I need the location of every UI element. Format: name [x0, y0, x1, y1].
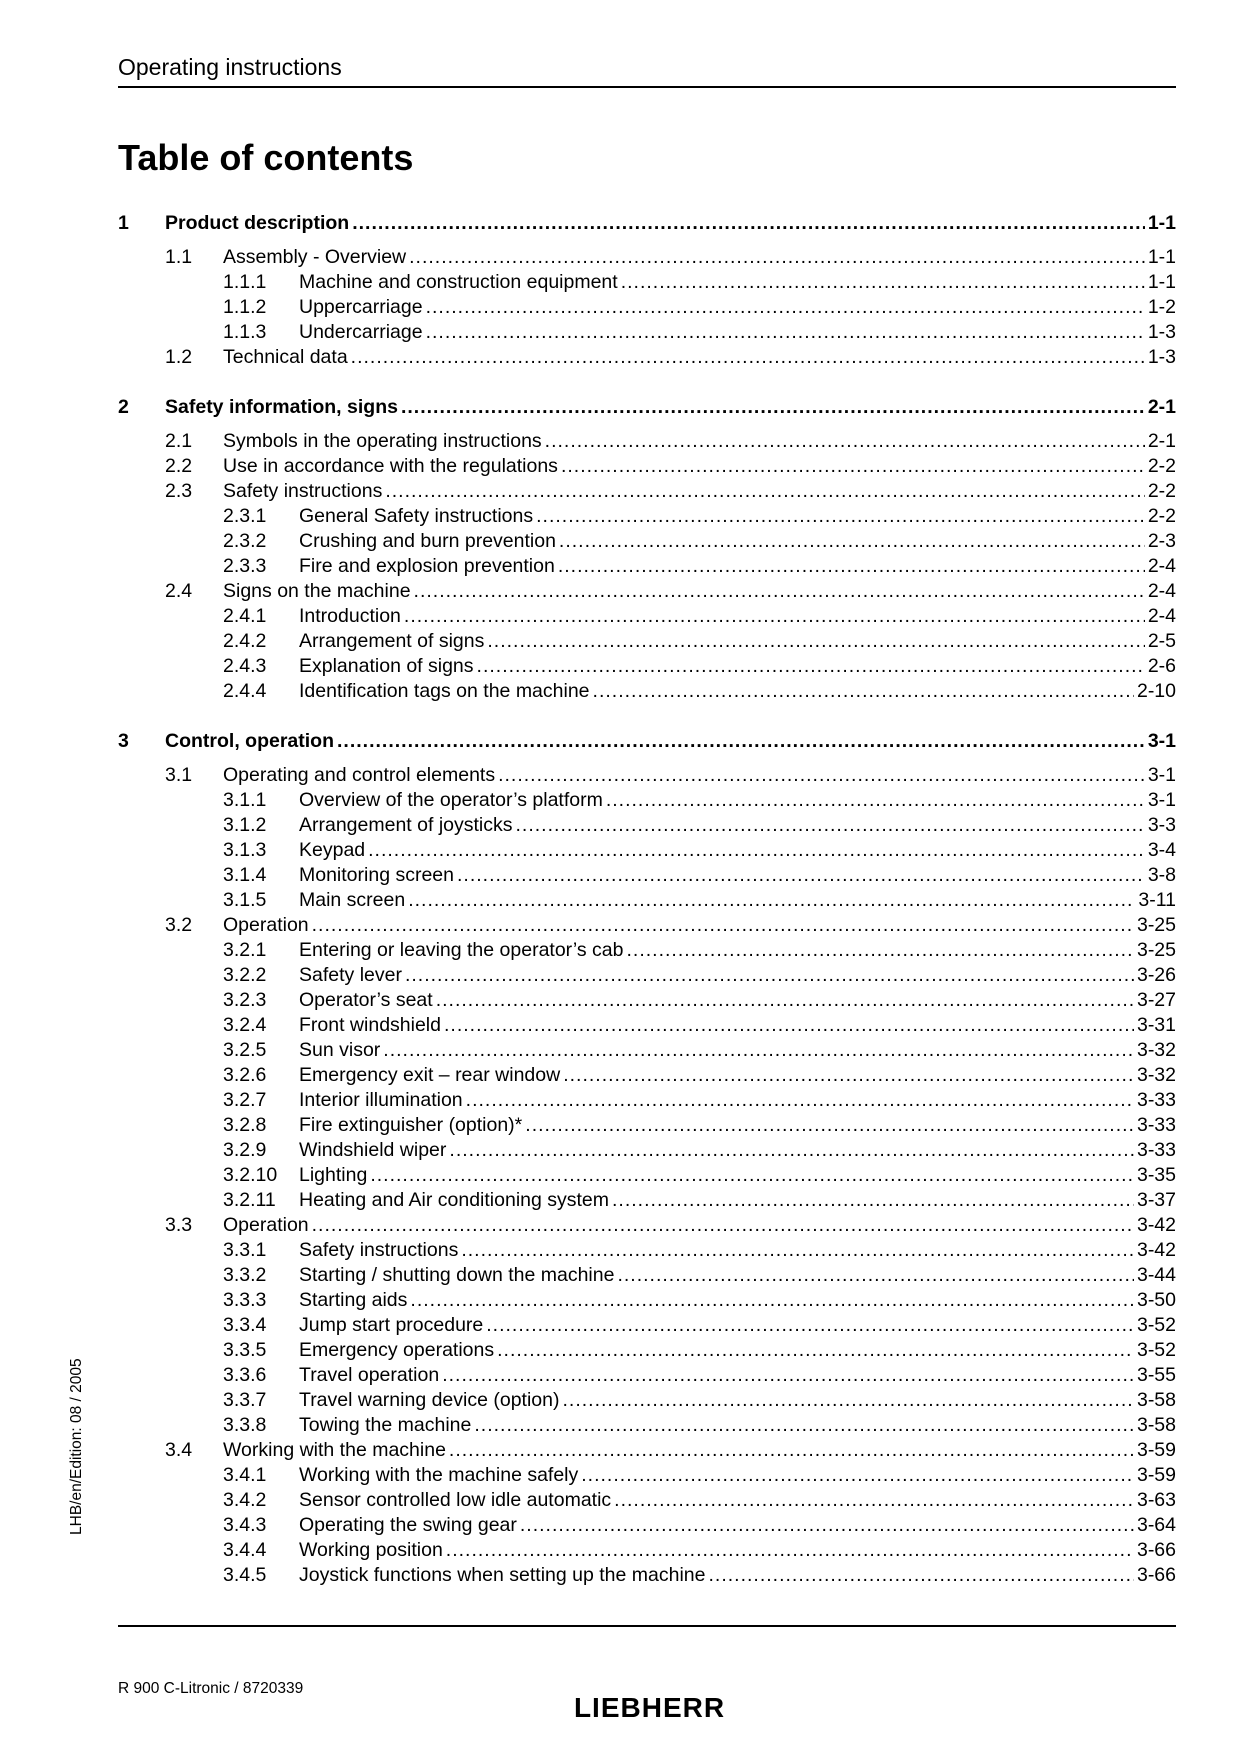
entry-title: Operation: [223, 1214, 309, 1236]
toc-subsection-entry[interactable]: [118, 1238, 1176, 1263]
dot-leader: [474, 1413, 1134, 1438]
toc-subsection-entry[interactable]: [118, 1363, 1176, 1388]
entry-number: 2.3.1: [223, 505, 267, 527]
toc-subsection-entry[interactable]: [118, 988, 1176, 1013]
toc-subsection-entry[interactable]: [118, 1188, 1176, 1213]
toc-subsection-entry[interactable]: [118, 1563, 1176, 1588]
toc-entries: [118, 429, 1176, 704]
toc-subsection-entry[interactable]: [118, 604, 1176, 629]
toc-subsection-entry[interactable]: [118, 863, 1176, 888]
dot-leader: [621, 270, 1145, 295]
entry-title: Emergency exit – rear window: [299, 1064, 561, 1086]
entry-page: 2-4: [1147, 605, 1176, 627]
entry-title: Undercarriage: [299, 321, 423, 343]
entry-number: 3.3.1: [223, 1239, 267, 1261]
dot-leader: [449, 1438, 1134, 1463]
entry-title: Working with the machine: [223, 1439, 446, 1461]
document-id: R 900 C-Litronic / 8720339: [118, 1680, 304, 1697]
entry-number: 3.1.1: [223, 789, 267, 811]
entry-page: 3-32: [1136, 1064, 1176, 1086]
entry-number: 3.3.4: [223, 1314, 267, 1336]
toc-subsection-entry[interactable]: [118, 529, 1176, 554]
entry-title: Travel operation: [299, 1364, 440, 1386]
chapter-page: 1-1: [1147, 212, 1176, 234]
dot-leader: [370, 1163, 1134, 1188]
dot-leader: [558, 554, 1145, 579]
entry-page: 3-42: [1136, 1239, 1176, 1261]
toc-subsection-entry[interactable]: [118, 1388, 1176, 1413]
entry-page: 3-35: [1136, 1164, 1176, 1186]
entry-title: Machine and construction equipment: [299, 271, 618, 293]
entry-page: 2-4: [1147, 555, 1176, 577]
entry-title: Arrangement of joysticks: [299, 814, 513, 836]
entry-page: 3-52: [1136, 1314, 1176, 1336]
toc-subsection-entry[interactable]: [118, 963, 1176, 988]
toc-subsection-entry[interactable]: [118, 554, 1176, 579]
toc-subsection-entry[interactable]: [118, 1488, 1176, 1513]
toc-section-entry[interactable]: [118, 579, 1176, 604]
entry-number: 3.2.9: [223, 1139, 267, 1161]
entry-number: 1.1: [165, 246, 193, 268]
toc-subsection-entry[interactable]: [118, 813, 1176, 838]
entry-number: 3.2: [165, 914, 193, 936]
dot-leader: [498, 763, 1145, 788]
entry-page: 3-11: [1138, 889, 1176, 911]
toc-subsection-entry[interactable]: [118, 938, 1176, 963]
entry-number: 3.4.5: [223, 1564, 267, 1586]
toc-subsection-entry[interactable]: [118, 1313, 1176, 1338]
dot-leader: [457, 863, 1145, 888]
entry-page: 1-3: [1147, 346, 1176, 368]
toc-subsection-entry[interactable]: [118, 1113, 1176, 1138]
header-title: Operating instructions: [118, 54, 342, 80]
dot-leader: [408, 888, 1135, 913]
entry-number: 2.4: [165, 580, 193, 602]
dot-leader: [486, 1313, 1134, 1338]
entry-page: 1-1: [1147, 271, 1176, 293]
entry-title: Identification tags on the machine: [299, 680, 590, 702]
dot-leader: [614, 1488, 1134, 1513]
toc-subsection-entry[interactable]: [118, 1138, 1176, 1163]
entry-title: Crushing and burn prevention: [299, 530, 556, 552]
entry-number: 3.4.2: [223, 1489, 267, 1511]
dot-leader: [487, 629, 1144, 654]
toc-chapter-heading[interactable]: [118, 394, 1176, 420]
dot-leader: [337, 728, 1145, 754]
entry-number: 2.4.1: [223, 605, 267, 627]
entry-number: 3.2.7: [223, 1089, 267, 1111]
dot-leader: [593, 679, 1134, 704]
liebherr-logo: [552, 1693, 747, 1721]
entry-page: 3-26: [1136, 964, 1176, 986]
entry-number: 3.3.3: [223, 1289, 267, 1311]
toc-subsection-entry[interactable]: [118, 838, 1176, 863]
entry-number: 1.1.3: [223, 321, 267, 343]
entry-title: Monitoring screen: [299, 864, 454, 886]
entry-page: 2-4: [1147, 580, 1176, 602]
entry-number: 3.2.1: [223, 939, 267, 961]
toc-section-entry[interactable]: [118, 913, 1176, 938]
toc-entries: [118, 245, 1176, 370]
entry-page: 1-2: [1147, 296, 1176, 318]
toc-subsection-entry[interactable]: [118, 1038, 1176, 1063]
entry-title: Heating and Air conditioning system: [299, 1189, 610, 1211]
entry-number: 3.1: [165, 764, 193, 786]
entry-page: 3-66: [1136, 1539, 1176, 1561]
entry-number: 2.4.3: [223, 655, 267, 677]
entry-title: Introduction: [299, 605, 401, 627]
entry-page: 3-31: [1136, 1014, 1176, 1036]
entry-number: 3.2.10: [223, 1164, 278, 1186]
entry-title: Starting aids: [299, 1289, 408, 1311]
entry-title: Sun visor: [299, 1039, 381, 1061]
entry-number: 3.1.4: [223, 864, 267, 886]
entry-number: 3.4.1: [223, 1464, 267, 1486]
table-of-contents: [118, 210, 1176, 1588]
entry-page: 3-50: [1136, 1289, 1176, 1311]
dot-leader: [559, 529, 1145, 554]
entry-page: 2-10: [1136, 680, 1176, 702]
entry-number: 3.1.2: [223, 814, 267, 836]
entry-page: 3-1: [1147, 789, 1176, 811]
dot-leader: [442, 1363, 1134, 1388]
dot-leader: [536, 504, 1145, 529]
logo-text: LIEBHERR: [573, 1693, 726, 1721]
entry-title: Starting / shutting down the machine: [299, 1264, 615, 1286]
entry-page: 2-2: [1147, 505, 1176, 527]
entry-page: 3-3: [1147, 814, 1176, 836]
dot-leader: [383, 1038, 1134, 1063]
entry-page: 3-58: [1136, 1389, 1176, 1411]
dot-leader: [409, 245, 1145, 270]
dot-leader: [444, 1013, 1134, 1038]
dot-leader: [477, 654, 1145, 679]
toc-subsection-entry[interactable]: [118, 320, 1176, 345]
entry-number: 3.2.4: [223, 1014, 267, 1036]
toc-subsection-entry[interactable]: [118, 679, 1176, 704]
dot-leader: [446, 1538, 1134, 1563]
entry-number: 2.4.4: [223, 680, 267, 702]
entry-title: Safety instructions: [299, 1239, 459, 1261]
entry-page: 2-5: [1147, 630, 1176, 652]
entry-page: 2-2: [1147, 480, 1176, 502]
entry-page: 3-33: [1136, 1114, 1176, 1136]
chapter-number: 2: [118, 396, 129, 418]
entry-number: 3.4.4: [223, 1539, 267, 1561]
entry-number: 2.3.2: [223, 530, 267, 552]
entry-page: 3-33: [1136, 1089, 1176, 1111]
dot-leader: [352, 210, 1145, 236]
dot-leader: [545, 429, 1145, 454]
toc-subsection-entry[interactable]: [118, 888, 1176, 913]
entry-title: Interior illumination: [299, 1089, 463, 1111]
toc-section-entry[interactable]: [118, 1438, 1176, 1463]
chapter-number: 1: [118, 212, 129, 234]
toc-subsection-entry[interactable]: [118, 1088, 1176, 1113]
chapter-number: 3: [118, 730, 129, 752]
dot-leader: [708, 1563, 1133, 1588]
toc-subsection-entry[interactable]: [118, 295, 1176, 320]
entry-title: Operation: [223, 914, 309, 936]
dot-leader: [426, 295, 1145, 320]
entry-title: Safety lever: [299, 964, 402, 986]
entry-number: 3.1.3: [223, 839, 267, 861]
entry-page: 3-42: [1136, 1214, 1176, 1236]
dot-leader: [312, 913, 1134, 938]
entry-title: Uppercarriage: [299, 296, 423, 318]
entry-number: 2.3: [165, 480, 193, 502]
entry-page: 3-58: [1136, 1414, 1176, 1436]
entry-title: Technical data: [223, 346, 348, 368]
toc-section-entry[interactable]: [118, 245, 1176, 270]
dot-leader: [410, 1288, 1134, 1313]
dot-leader: [606, 788, 1145, 813]
entry-title: Keypad: [299, 839, 366, 861]
dot-leader: [436, 988, 1134, 1013]
entry-title: Explanation of signs: [299, 655, 474, 677]
entry-title: Arrangement of signs: [299, 630, 485, 652]
dot-leader: [562, 1388, 1133, 1413]
entry-page: 3-37: [1136, 1189, 1176, 1211]
entry-number: 3.3.5: [223, 1339, 267, 1361]
entry-page: 2-6: [1147, 655, 1176, 677]
entry-title: Emergency operations: [299, 1339, 495, 1361]
toc-section-entry[interactable]: [118, 1213, 1176, 1238]
entry-number: 3.4: [165, 1439, 193, 1461]
toc-subsection-entry[interactable]: [118, 1013, 1176, 1038]
chapter-title: Safety information, signs: [165, 396, 398, 418]
entry-page: 2-3: [1147, 530, 1176, 552]
entry-title: Joystick functions when setting up the machine: [299, 1564, 706, 1586]
dot-leader: [497, 1338, 1134, 1363]
entry-page: 3-66: [1136, 1564, 1176, 1586]
toc-chapter-heading[interactable]: [118, 728, 1176, 754]
entry-page: 2-1: [1147, 430, 1176, 452]
entry-number: 1.1.1: [223, 271, 267, 293]
toc-subsection-entry[interactable]: [118, 1463, 1176, 1488]
entry-title: Fire extinguisher (option)*: [299, 1114, 523, 1136]
entry-page: 1-1: [1147, 246, 1176, 268]
dot-leader: [466, 1088, 1134, 1113]
entry-title: Sensor controlled low idle automatic: [299, 1489, 612, 1511]
entry-title: Symbols in the operating instructions: [223, 430, 542, 452]
dot-leader: [401, 394, 1145, 420]
entry-page: 3-59: [1136, 1439, 1176, 1461]
toc-subsection-entry[interactable]: [118, 504, 1176, 529]
entry-title: Use in accordance with the regulations: [223, 455, 558, 477]
dot-leader: [563, 1063, 1134, 1088]
dot-leader: [426, 320, 1145, 345]
entry-number: 1.2: [165, 346, 193, 368]
toc-subsection-entry[interactable]: [118, 788, 1176, 813]
dot-leader: [351, 345, 1145, 370]
toc-subsection-entry[interactable]: [118, 270, 1176, 295]
entry-number: 3.2.8: [223, 1114, 267, 1136]
entry-number: 3.2.2: [223, 964, 267, 986]
edition-note: LHB/en/Edition: 08 / 2005: [68, 1358, 85, 1535]
toc-subsection-entry[interactable]: [118, 1063, 1176, 1088]
dot-leader: [626, 938, 1133, 963]
entry-page: 3-25: [1136, 914, 1176, 936]
entry-page: 3-25: [1136, 939, 1176, 961]
toc-section-entry[interactable]: [118, 479, 1176, 504]
entry-number: 3.3: [165, 1214, 193, 1236]
toc-subsection-entry[interactable]: [118, 1538, 1176, 1563]
entry-title: Travel warning device (option): [299, 1389, 560, 1411]
entry-page: 3-33: [1136, 1139, 1176, 1161]
dot-leader: [414, 579, 1145, 604]
toc-chapter-heading[interactable]: [118, 210, 1176, 236]
dot-leader: [368, 838, 1145, 863]
dot-leader: [404, 604, 1145, 629]
entry-number: 3.2.6: [223, 1064, 267, 1086]
dot-leader: [312, 1213, 1134, 1238]
entry-page: 2-2: [1147, 455, 1176, 477]
entry-page: 3-32: [1136, 1039, 1176, 1061]
chapter-title: Control, operation: [165, 730, 334, 752]
toc-section-entry[interactable]: [118, 429, 1176, 454]
entry-title: Operating and control elements: [223, 764, 496, 786]
entry-title: Operating the swing gear: [299, 1514, 517, 1536]
entry-page: 3-59: [1136, 1464, 1176, 1486]
entry-title: Windshield wiper: [299, 1139, 447, 1161]
toc-section-entry[interactable]: [118, 345, 1176, 370]
toc-section-entry[interactable]: [118, 454, 1176, 479]
entry-number: 1.1.2: [223, 296, 267, 318]
toc-subsection-entry[interactable]: [118, 1413, 1176, 1438]
chapter-page: 3-1: [1147, 730, 1176, 752]
entry-title: Signs on the machine: [223, 580, 411, 602]
entry-title: Lighting: [299, 1164, 368, 1186]
footer-divider: [118, 1625, 1176, 1627]
entry-title: General Safety instructions: [299, 505, 534, 527]
entry-number: 3.1.5: [223, 889, 267, 911]
toc-subsection-entry[interactable]: [118, 1513, 1176, 1538]
dot-leader: [520, 1513, 1134, 1538]
entry-title: Entering or leaving the operator’s cab: [299, 939, 624, 961]
dot-leader: [617, 1263, 1134, 1288]
dot-leader: [449, 1138, 1134, 1163]
dot-leader: [612, 1188, 1134, 1213]
entry-number: 2.1: [165, 430, 193, 452]
entry-page: 3-44: [1136, 1264, 1176, 1286]
dot-leader: [581, 1463, 1134, 1488]
dot-leader: [385, 479, 1144, 504]
entry-title: Fire and explosion prevention: [299, 555, 555, 577]
entry-title: Working with the machine safely: [299, 1464, 579, 1486]
entry-title: Operator’s seat: [299, 989, 433, 1011]
entry-number: 3.4.3: [223, 1514, 267, 1536]
chapter-page: 2-1: [1147, 396, 1176, 418]
entry-number: 2.4.2: [223, 630, 267, 652]
dot-leader: [405, 963, 1134, 988]
entry-title: Front windshield: [299, 1014, 441, 1036]
entry-number: 3.3.6: [223, 1364, 267, 1386]
entry-number: 3.2.5: [223, 1039, 267, 1061]
toc-subsection-entry[interactable]: [118, 654, 1176, 679]
entry-title: Safety instructions: [223, 480, 383, 502]
toc-subsection-entry[interactable]: [118, 1263, 1176, 1288]
entry-number: 2.2: [165, 455, 193, 477]
toc-subsection-entry[interactable]: [118, 1163, 1176, 1188]
toc-section-entry[interactable]: [118, 763, 1176, 788]
entry-title: Assembly - Overview: [223, 246, 407, 268]
entry-page: 3-4: [1147, 839, 1176, 861]
entry-number: 3.2.3: [223, 989, 267, 1011]
entry-page: 1-3: [1147, 321, 1176, 343]
entry-page: 3-63: [1136, 1489, 1176, 1511]
entry-page: 3-55: [1136, 1364, 1176, 1386]
entry-page: 3-8: [1147, 864, 1176, 886]
page-title: Table of contents: [118, 137, 414, 178]
entry-number: 3.2.11: [223, 1189, 276, 1211]
entry-page: 3-1: [1147, 764, 1176, 786]
entry-number: 2.3.3: [223, 555, 267, 577]
toc-subsection-entry[interactable]: [118, 1288, 1176, 1313]
entry-number: 3.3.8: [223, 1414, 267, 1436]
entry-title: Main screen: [299, 889, 406, 911]
dot-leader: [461, 1238, 1134, 1263]
dot-leader: [516, 813, 1145, 838]
chapter-title: Product description: [165, 212, 350, 234]
entry-page: 3-52: [1136, 1339, 1176, 1361]
page-header: [118, 53, 1176, 88]
entry-page: 3-27: [1136, 989, 1176, 1011]
entry-title: Towing the machine: [299, 1414, 472, 1436]
entry-title: Working position: [299, 1539, 443, 1561]
entry-page: 3-64: [1136, 1514, 1176, 1536]
entry-title: Jump start procedure: [299, 1314, 484, 1336]
toc-entries: [118, 763, 1176, 1588]
toc-subsection-entry[interactable]: [118, 1338, 1176, 1363]
entry-number: 3.3.7: [223, 1389, 267, 1411]
toc-subsection-entry[interactable]: [118, 629, 1176, 654]
dot-leader: [561, 454, 1145, 479]
entry-number: 3.3.2: [223, 1264, 267, 1286]
dot-leader: [525, 1113, 1134, 1138]
entry-title: Overview of the operator’s platform: [299, 789, 603, 811]
